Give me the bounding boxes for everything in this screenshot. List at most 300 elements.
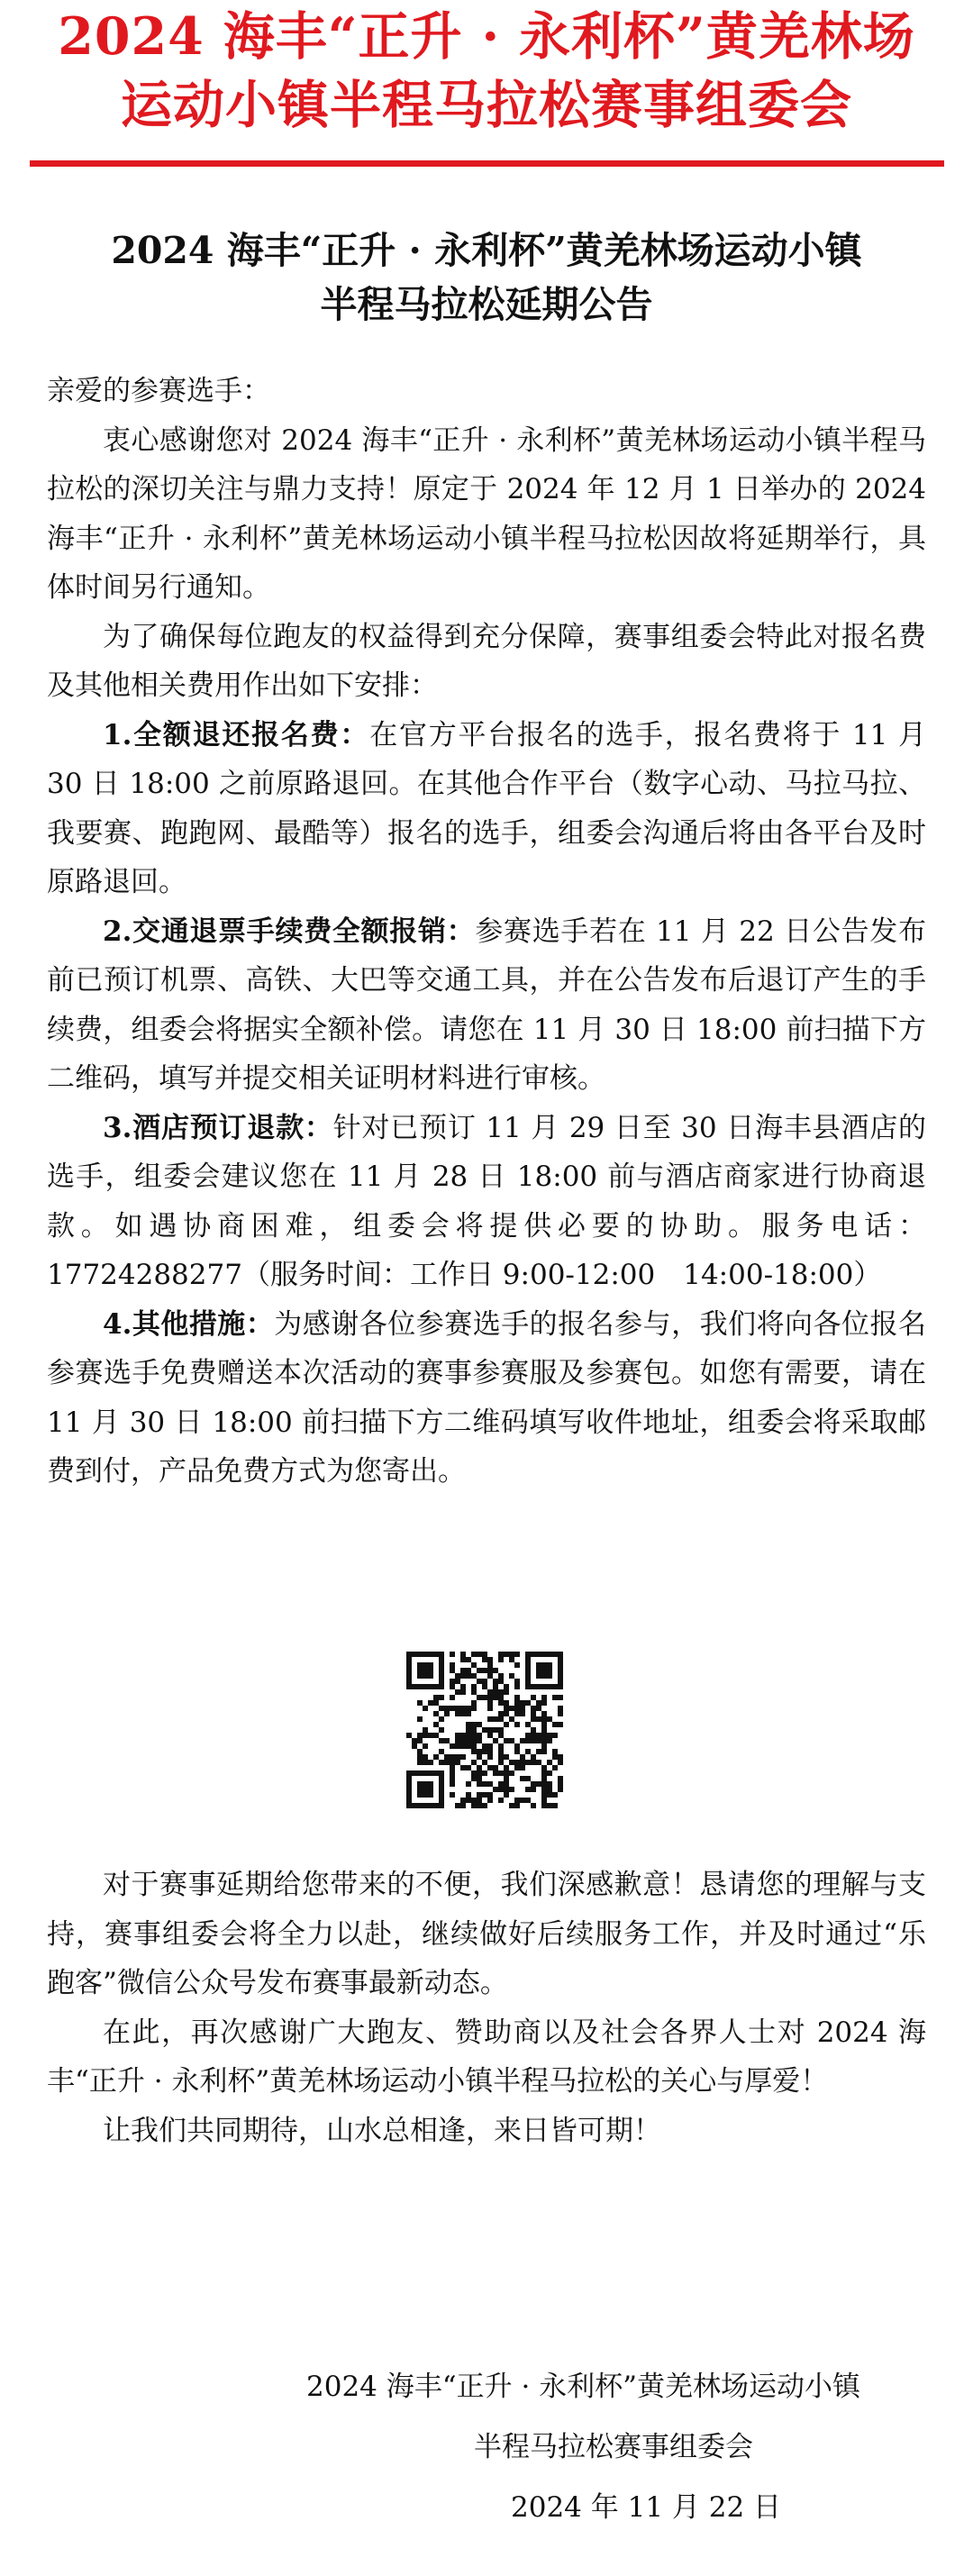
qr-module xyxy=(439,1679,444,1684)
qr-module xyxy=(525,1798,531,1803)
qr-module xyxy=(439,1706,444,1711)
qr-module xyxy=(547,1684,552,1689)
qr-module xyxy=(439,1662,444,1668)
qr-module xyxy=(498,1689,504,1695)
qr-module xyxy=(487,1781,493,1787)
qr-module xyxy=(471,1743,477,1749)
qr-module xyxy=(450,1668,455,1673)
qr-module xyxy=(439,1798,444,1803)
qr-module xyxy=(428,1770,433,1776)
qr-module xyxy=(482,1695,487,1700)
qr-module xyxy=(455,1689,460,1695)
qr-module xyxy=(466,1765,471,1770)
qr-module xyxy=(536,1760,541,1765)
qr-module xyxy=(536,1652,541,1657)
qr-module xyxy=(423,1684,428,1689)
qr-module xyxy=(487,1700,493,1706)
qr-module xyxy=(487,1689,493,1695)
qr-module xyxy=(450,1776,455,1781)
qr-module xyxy=(487,1727,493,1733)
qr-module xyxy=(406,1803,412,1808)
qr-module xyxy=(406,1792,412,1798)
qr-module xyxy=(536,1668,541,1673)
qr-module xyxy=(504,1754,509,1760)
qr-module xyxy=(471,1684,477,1689)
item-refund-registration xyxy=(47,711,926,907)
qr-module xyxy=(541,1695,547,1700)
farewell-paragraph: 让我们共同期待，山水总相逢，来日皆可期！ xyxy=(103,2114,661,2147)
qr-module xyxy=(482,1770,487,1776)
qr-module xyxy=(450,1662,455,1668)
qr-module xyxy=(493,1765,498,1770)
qr-module xyxy=(460,1657,466,1662)
qr-module xyxy=(531,1787,536,1792)
qr-module xyxy=(487,1749,493,1754)
qr-module xyxy=(482,1749,487,1754)
qr-module xyxy=(498,1716,504,1722)
qr-module xyxy=(466,1792,471,1798)
qr-module xyxy=(439,1652,444,1657)
qr-module xyxy=(514,1662,520,1668)
qr-module xyxy=(460,1652,466,1657)
qr-module xyxy=(428,1662,433,1668)
qr-module xyxy=(444,1760,450,1765)
qr-module xyxy=(498,1695,504,1700)
qr-module xyxy=(498,1652,504,1657)
qr-module xyxy=(417,1673,423,1679)
qr-module xyxy=(504,1787,509,1792)
qr-module xyxy=(428,1733,433,1738)
qr-module xyxy=(423,1706,428,1711)
qr-module xyxy=(547,1738,552,1743)
qr-module xyxy=(547,1673,552,1679)
qr-module xyxy=(450,1770,455,1776)
qr-module xyxy=(482,1743,487,1749)
qr-module xyxy=(514,1700,520,1706)
qr-module xyxy=(487,1743,493,1749)
qr-module xyxy=(466,1738,471,1743)
qr-module xyxy=(504,1700,509,1706)
qr-module xyxy=(509,1803,514,1808)
qr-module xyxy=(541,1722,547,1727)
qr-module xyxy=(531,1733,536,1738)
qr-module xyxy=(482,1684,487,1689)
qr-module xyxy=(525,1673,531,1679)
signature-line2: 半程马拉松赛事组委会 xyxy=(474,2431,753,2463)
qr-module xyxy=(531,1684,536,1689)
qr-module xyxy=(552,1792,558,1798)
item4-text: 为感谢各位参赛选手的报名参与，我们将向各位报名参赛选手免费赠送本次活动的赛事参赛服及参赛包。如您有需要，请在 11 月 30 日 18:00 前扫描下方二维码填写收件地址，组委会将采取邮费到付，产品免费方式为您寄出。 xyxy=(47,1307,926,1488)
qr-module xyxy=(417,1803,423,1808)
qr-module xyxy=(504,1776,509,1781)
qr-module xyxy=(460,1738,466,1743)
qr-module xyxy=(504,1792,509,1798)
qr-module xyxy=(417,1792,423,1798)
qr-module xyxy=(460,1668,466,1673)
qr-module xyxy=(525,1760,531,1765)
qr-module xyxy=(504,1684,509,1689)
qr-module xyxy=(433,1684,439,1689)
qr-module xyxy=(406,1652,412,1657)
qr-module xyxy=(423,1668,428,1673)
org-name-line2: 运动小镇半程马拉松赛事组委会 xyxy=(121,75,852,135)
qr-module xyxy=(444,1738,450,1743)
qr-module xyxy=(536,1673,541,1679)
qr-module xyxy=(536,1781,541,1787)
qr-module xyxy=(460,1754,466,1760)
qr-module xyxy=(493,1727,498,1733)
qr-module xyxy=(552,1733,558,1738)
qr-module xyxy=(433,1770,439,1776)
qr-module xyxy=(498,1781,504,1787)
qr-module xyxy=(520,1798,525,1803)
qr-module xyxy=(477,1679,482,1684)
qr-module xyxy=(412,1743,417,1749)
letterhead-divider xyxy=(30,160,944,167)
qr-module xyxy=(525,1668,531,1673)
qr-module xyxy=(504,1722,509,1727)
qr-module xyxy=(520,1738,525,1743)
qr-module xyxy=(428,1787,433,1792)
qr-module xyxy=(514,1765,520,1770)
qr-module xyxy=(541,1749,547,1754)
qr-module xyxy=(412,1770,417,1776)
intro-paragraph: 衷心感谢您对 2024 海丰“正升 · 永利杯”黄羌林场运动小镇半程马拉松的深切关注与鼎力支持！原定于 2024 年 12 月 1 日举办的 2024 海丰“正升 · 永利杯”黄羌林场运动小镇半程马拉松因故将延期举行，具体时间另行通知。 xyxy=(47,423,926,604)
qr-module xyxy=(541,1668,547,1673)
qr-module xyxy=(439,1673,444,1679)
qr-module xyxy=(525,1662,531,1668)
qr-module xyxy=(406,1781,412,1787)
qr-module xyxy=(498,1727,504,1733)
qr-module xyxy=(514,1760,520,1765)
qr-module xyxy=(406,1787,412,1792)
qr-module xyxy=(514,1743,520,1749)
qr-module xyxy=(547,1760,552,1765)
qr-module xyxy=(450,1684,455,1689)
qr-module xyxy=(428,1760,433,1765)
qr-module xyxy=(428,1673,433,1679)
qr-module xyxy=(471,1749,477,1754)
qr-module xyxy=(417,1749,423,1754)
qr-module xyxy=(471,1738,477,1743)
item-transport-refund xyxy=(47,907,926,1104)
qr-module xyxy=(509,1760,514,1765)
qr-module xyxy=(541,1700,547,1706)
qr-module xyxy=(444,1711,450,1716)
qr-module xyxy=(433,1754,439,1760)
qr-module xyxy=(417,1733,423,1738)
item1-text: 在官方平台报名的选手，报名费将于 11 月 30 日 18:00 之前原路退回。在其他合作平台（数字心动、马拉马拉、我要赛、跑跑网、最酷等）报名的选手，组委会沟通后将由各平台及时原路退回。 xyxy=(47,718,926,898)
qr-module xyxy=(412,1684,417,1689)
qr-module xyxy=(525,1657,531,1662)
notice-title-line2: 半程马拉松延期公告 xyxy=(320,283,653,326)
qr-module xyxy=(460,1684,466,1689)
qr-module xyxy=(509,1770,514,1776)
qr-module xyxy=(487,1798,493,1803)
qr-module xyxy=(433,1711,439,1716)
qr-module xyxy=(541,1803,547,1808)
qr-module xyxy=(525,1738,531,1743)
qr-module xyxy=(406,1679,412,1684)
qr-module xyxy=(514,1798,520,1803)
qr-module xyxy=(417,1770,423,1776)
qr-module xyxy=(558,1657,563,1662)
qr-module xyxy=(558,1760,563,1765)
qr-module xyxy=(439,1684,444,1689)
qr-module xyxy=(487,1662,493,1668)
qr-module xyxy=(536,1706,541,1711)
qr-module xyxy=(504,1765,509,1770)
qr-module xyxy=(417,1787,423,1792)
qr-module xyxy=(439,1668,444,1673)
qr-module xyxy=(444,1754,450,1760)
qr-module xyxy=(471,1700,477,1706)
qr-module xyxy=(493,1679,498,1684)
qr-module xyxy=(439,1781,444,1787)
qr-module xyxy=(428,1803,433,1808)
qr-module xyxy=(531,1781,536,1787)
qr-module xyxy=(471,1662,477,1668)
qr-module xyxy=(525,1700,531,1706)
qr-module xyxy=(455,1803,460,1808)
qr-module xyxy=(455,1706,460,1711)
qr-module xyxy=(541,1738,547,1743)
qr-module xyxy=(482,1652,487,1657)
item2-text: 参赛选手若在 11 月 22 日公告发布前已预订机票、高铁、大巴等交通工具，并在公告发布后退订产生的手续费，组委会将据实全额补偿。请您在 11 月 30 日 18:00 前扫描下方二维码，填写并提交相关证明材料进行审核。 xyxy=(47,915,926,1095)
qr-module xyxy=(531,1652,536,1657)
qr-module xyxy=(541,1662,547,1668)
qr-module xyxy=(428,1781,433,1787)
qr-module xyxy=(466,1706,471,1711)
qr-module xyxy=(471,1673,477,1679)
qr-module xyxy=(498,1787,504,1792)
qr-module xyxy=(477,1776,482,1781)
qr-module xyxy=(558,1662,563,1668)
qr-module xyxy=(439,1803,444,1808)
qr-module xyxy=(552,1765,558,1770)
qr-module xyxy=(439,1792,444,1798)
qr-module xyxy=(423,1803,428,1808)
qr-module xyxy=(558,1754,563,1760)
qr-module xyxy=(433,1722,439,1727)
qr-module xyxy=(514,1706,520,1711)
qr-module xyxy=(487,1792,493,1798)
qr-module xyxy=(547,1733,552,1738)
qr-module xyxy=(558,1673,563,1679)
qr-module xyxy=(514,1749,520,1754)
qr-module xyxy=(460,1711,466,1716)
qr-module xyxy=(482,1657,487,1662)
item4-label: 4.其他措施： xyxy=(103,1307,275,1341)
qr-module xyxy=(547,1781,552,1787)
qr-module xyxy=(525,1684,531,1689)
qr-module xyxy=(406,1770,412,1776)
qr-module xyxy=(541,1684,547,1689)
item-other-measures xyxy=(47,1300,926,1497)
qr-module xyxy=(471,1733,477,1738)
qr-module xyxy=(450,1695,455,1700)
qr-module xyxy=(498,1743,504,1749)
qr-module xyxy=(509,1787,514,1792)
qr-module xyxy=(498,1733,504,1738)
qr-module xyxy=(466,1668,471,1673)
qr-module xyxy=(498,1673,504,1679)
qr-module xyxy=(487,1754,493,1760)
qr-module xyxy=(417,1760,423,1765)
qr-module xyxy=(504,1711,509,1716)
qr-module xyxy=(520,1700,525,1706)
qr-module xyxy=(531,1727,536,1733)
qr-module xyxy=(417,1662,423,1668)
qr-module xyxy=(460,1673,466,1679)
qr-module xyxy=(417,1754,423,1760)
qr-module xyxy=(444,1706,450,1711)
qr-module xyxy=(504,1738,509,1743)
qr-module xyxy=(541,1787,547,1792)
qr-module xyxy=(423,1792,428,1798)
qr-module xyxy=(514,1652,520,1657)
qr-module xyxy=(482,1668,487,1673)
qr-module xyxy=(428,1700,433,1706)
qr-module xyxy=(541,1798,547,1803)
qr-module xyxy=(428,1668,433,1673)
qr-module xyxy=(509,1657,514,1662)
qr-module xyxy=(477,1668,482,1673)
qr-module xyxy=(536,1749,541,1754)
qr-module xyxy=(514,1684,520,1689)
qr-module xyxy=(520,1776,525,1781)
qr-module xyxy=(547,1652,552,1657)
salutation: 亲爱的参赛选手： xyxy=(47,375,270,407)
qr-module xyxy=(509,1716,514,1722)
qr-module xyxy=(477,1722,482,1727)
qr-module xyxy=(423,1662,428,1668)
qr-module xyxy=(525,1722,531,1727)
qr-module xyxy=(460,1743,466,1749)
qr-module xyxy=(455,1760,460,1765)
qr-module xyxy=(493,1716,498,1722)
item1-label: 1.全额退还报名费： xyxy=(103,718,370,751)
qr-module xyxy=(552,1695,558,1700)
qr-module xyxy=(514,1695,520,1700)
qr-module xyxy=(460,1798,466,1803)
qr-module xyxy=(520,1711,525,1716)
signature-line1: 2024 海丰“正升 · 永利杯”黄羌林场运动小镇 xyxy=(306,2371,861,2403)
qr-module xyxy=(439,1760,444,1765)
qr-module xyxy=(477,1803,482,1808)
qr-module xyxy=(514,1679,520,1684)
qr-module xyxy=(525,1733,531,1738)
qr-module xyxy=(423,1754,428,1760)
qr-module xyxy=(487,1673,493,1679)
qr-module xyxy=(466,1673,471,1679)
qr-module xyxy=(504,1706,509,1711)
qr-module xyxy=(487,1765,493,1770)
qr-module xyxy=(498,1770,504,1776)
qr-module xyxy=(477,1754,482,1760)
qr-module xyxy=(423,1652,428,1657)
qr-module xyxy=(558,1679,563,1684)
qr-module xyxy=(531,1760,536,1765)
qr-module xyxy=(439,1770,444,1776)
qr-module xyxy=(536,1733,541,1738)
qr-module xyxy=(509,1673,514,1679)
qr-module xyxy=(406,1798,412,1803)
qr-module xyxy=(498,1798,504,1803)
qr-module xyxy=(412,1738,417,1743)
qr-module xyxy=(493,1684,498,1689)
qr-module xyxy=(504,1781,509,1787)
qr-module xyxy=(466,1711,471,1716)
qr-module xyxy=(493,1695,498,1700)
qr-module xyxy=(520,1760,525,1765)
qr-module xyxy=(541,1716,547,1722)
qr-module xyxy=(423,1760,428,1765)
qr-module xyxy=(498,1760,504,1765)
qr-module xyxy=(439,1716,444,1722)
qr-module xyxy=(525,1679,531,1684)
qr-module xyxy=(406,1668,412,1673)
qr-module xyxy=(450,1760,455,1765)
qr-module xyxy=(450,1743,455,1749)
qr-module xyxy=(406,1776,412,1781)
qr-module xyxy=(477,1738,482,1743)
qr-module xyxy=(541,1727,547,1733)
qr-module xyxy=(439,1787,444,1792)
qr-module xyxy=(558,1652,563,1657)
qr-module xyxy=(552,1684,558,1689)
qr-module xyxy=(547,1792,552,1798)
qr-module xyxy=(514,1711,520,1716)
qr-module xyxy=(482,1760,487,1765)
qr-module xyxy=(525,1787,531,1792)
closing-section xyxy=(47,1861,926,2155)
qr-module xyxy=(525,1749,531,1754)
qr-module xyxy=(406,1684,412,1689)
qr-module xyxy=(477,1781,482,1787)
qr-module xyxy=(514,1722,520,1727)
arrangement-paragraph: 为了确保每位跑友的权益得到充分保障，赛事组委会特此对报名费及其他相关费用作出如下安排： xyxy=(47,620,926,702)
qr-module xyxy=(493,1689,498,1695)
qr-module xyxy=(547,1668,552,1673)
qr-module xyxy=(552,1749,558,1754)
qr-module xyxy=(482,1781,487,1787)
qr-module xyxy=(477,1749,482,1754)
qr-module xyxy=(487,1716,493,1722)
qr-module xyxy=(455,1743,460,1749)
qr-module xyxy=(504,1652,509,1657)
qr-module xyxy=(509,1652,514,1657)
qr-module xyxy=(439,1749,444,1754)
qr-module xyxy=(536,1738,541,1743)
qr-module xyxy=(471,1652,477,1657)
qr-module xyxy=(455,1754,460,1760)
qr-module xyxy=(541,1770,547,1776)
qr-module xyxy=(531,1803,536,1808)
notice-body xyxy=(47,367,926,1497)
qr-module xyxy=(412,1803,417,1808)
qr-module xyxy=(536,1684,541,1689)
qr-module xyxy=(531,1695,536,1700)
qr-module xyxy=(423,1733,428,1738)
qr-module xyxy=(541,1673,547,1679)
qr-module xyxy=(482,1727,487,1733)
qr-code-icon[interactable] xyxy=(406,1652,563,1808)
qr-module xyxy=(423,1743,428,1749)
qr-module xyxy=(536,1700,541,1706)
qr-module xyxy=(477,1792,482,1798)
qr-module xyxy=(552,1652,558,1657)
